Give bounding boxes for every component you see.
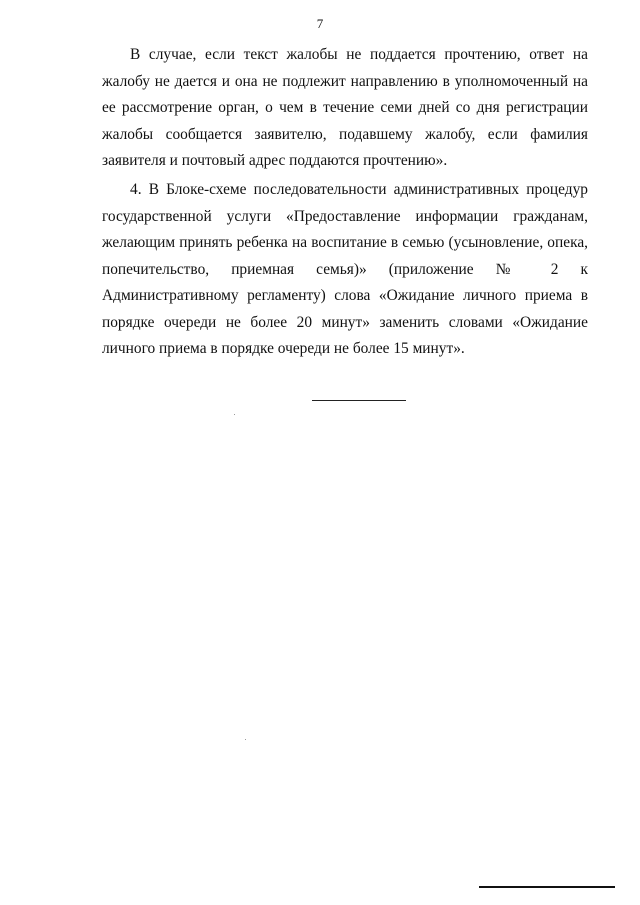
footer-rule <box>479 886 615 888</box>
scan-speck <box>245 739 246 740</box>
page-number: 7 <box>316 16 324 31</box>
paragraph-item-4-flowchart-amendment: 4. В Блоке-схеме последовательности административных процедур государственной услуги «Предоставление информации гражданам, желающим принять ребенка на воспитание в семью (усыновление, опека, попечительство, приемная семья)» (приложение № 2 к Административному регламенту) слова «Ожидание личного приема в порядке очереди не более 20 минут» заменить словами «Ожидание личного приема в порядке очереди не более 15 минут». <box>102 181 588 357</box>
scan-speck <box>234 414 235 415</box>
end-of-text-separator <box>312 400 406 401</box>
paragraph-complaint-unreadable: В случае, если текст жалобы не поддается прочтению, ответ на жалобу не дается и она не подлежит направлению в уполномоченный на ее рассмотрение орган, о чем в течение семи дней со дня регистрации жалобы сообщается заявителю, подавшему жалобу, если фамилия заявителя и почтовый адрес поддаются прочтению». <box>102 46 588 169</box>
